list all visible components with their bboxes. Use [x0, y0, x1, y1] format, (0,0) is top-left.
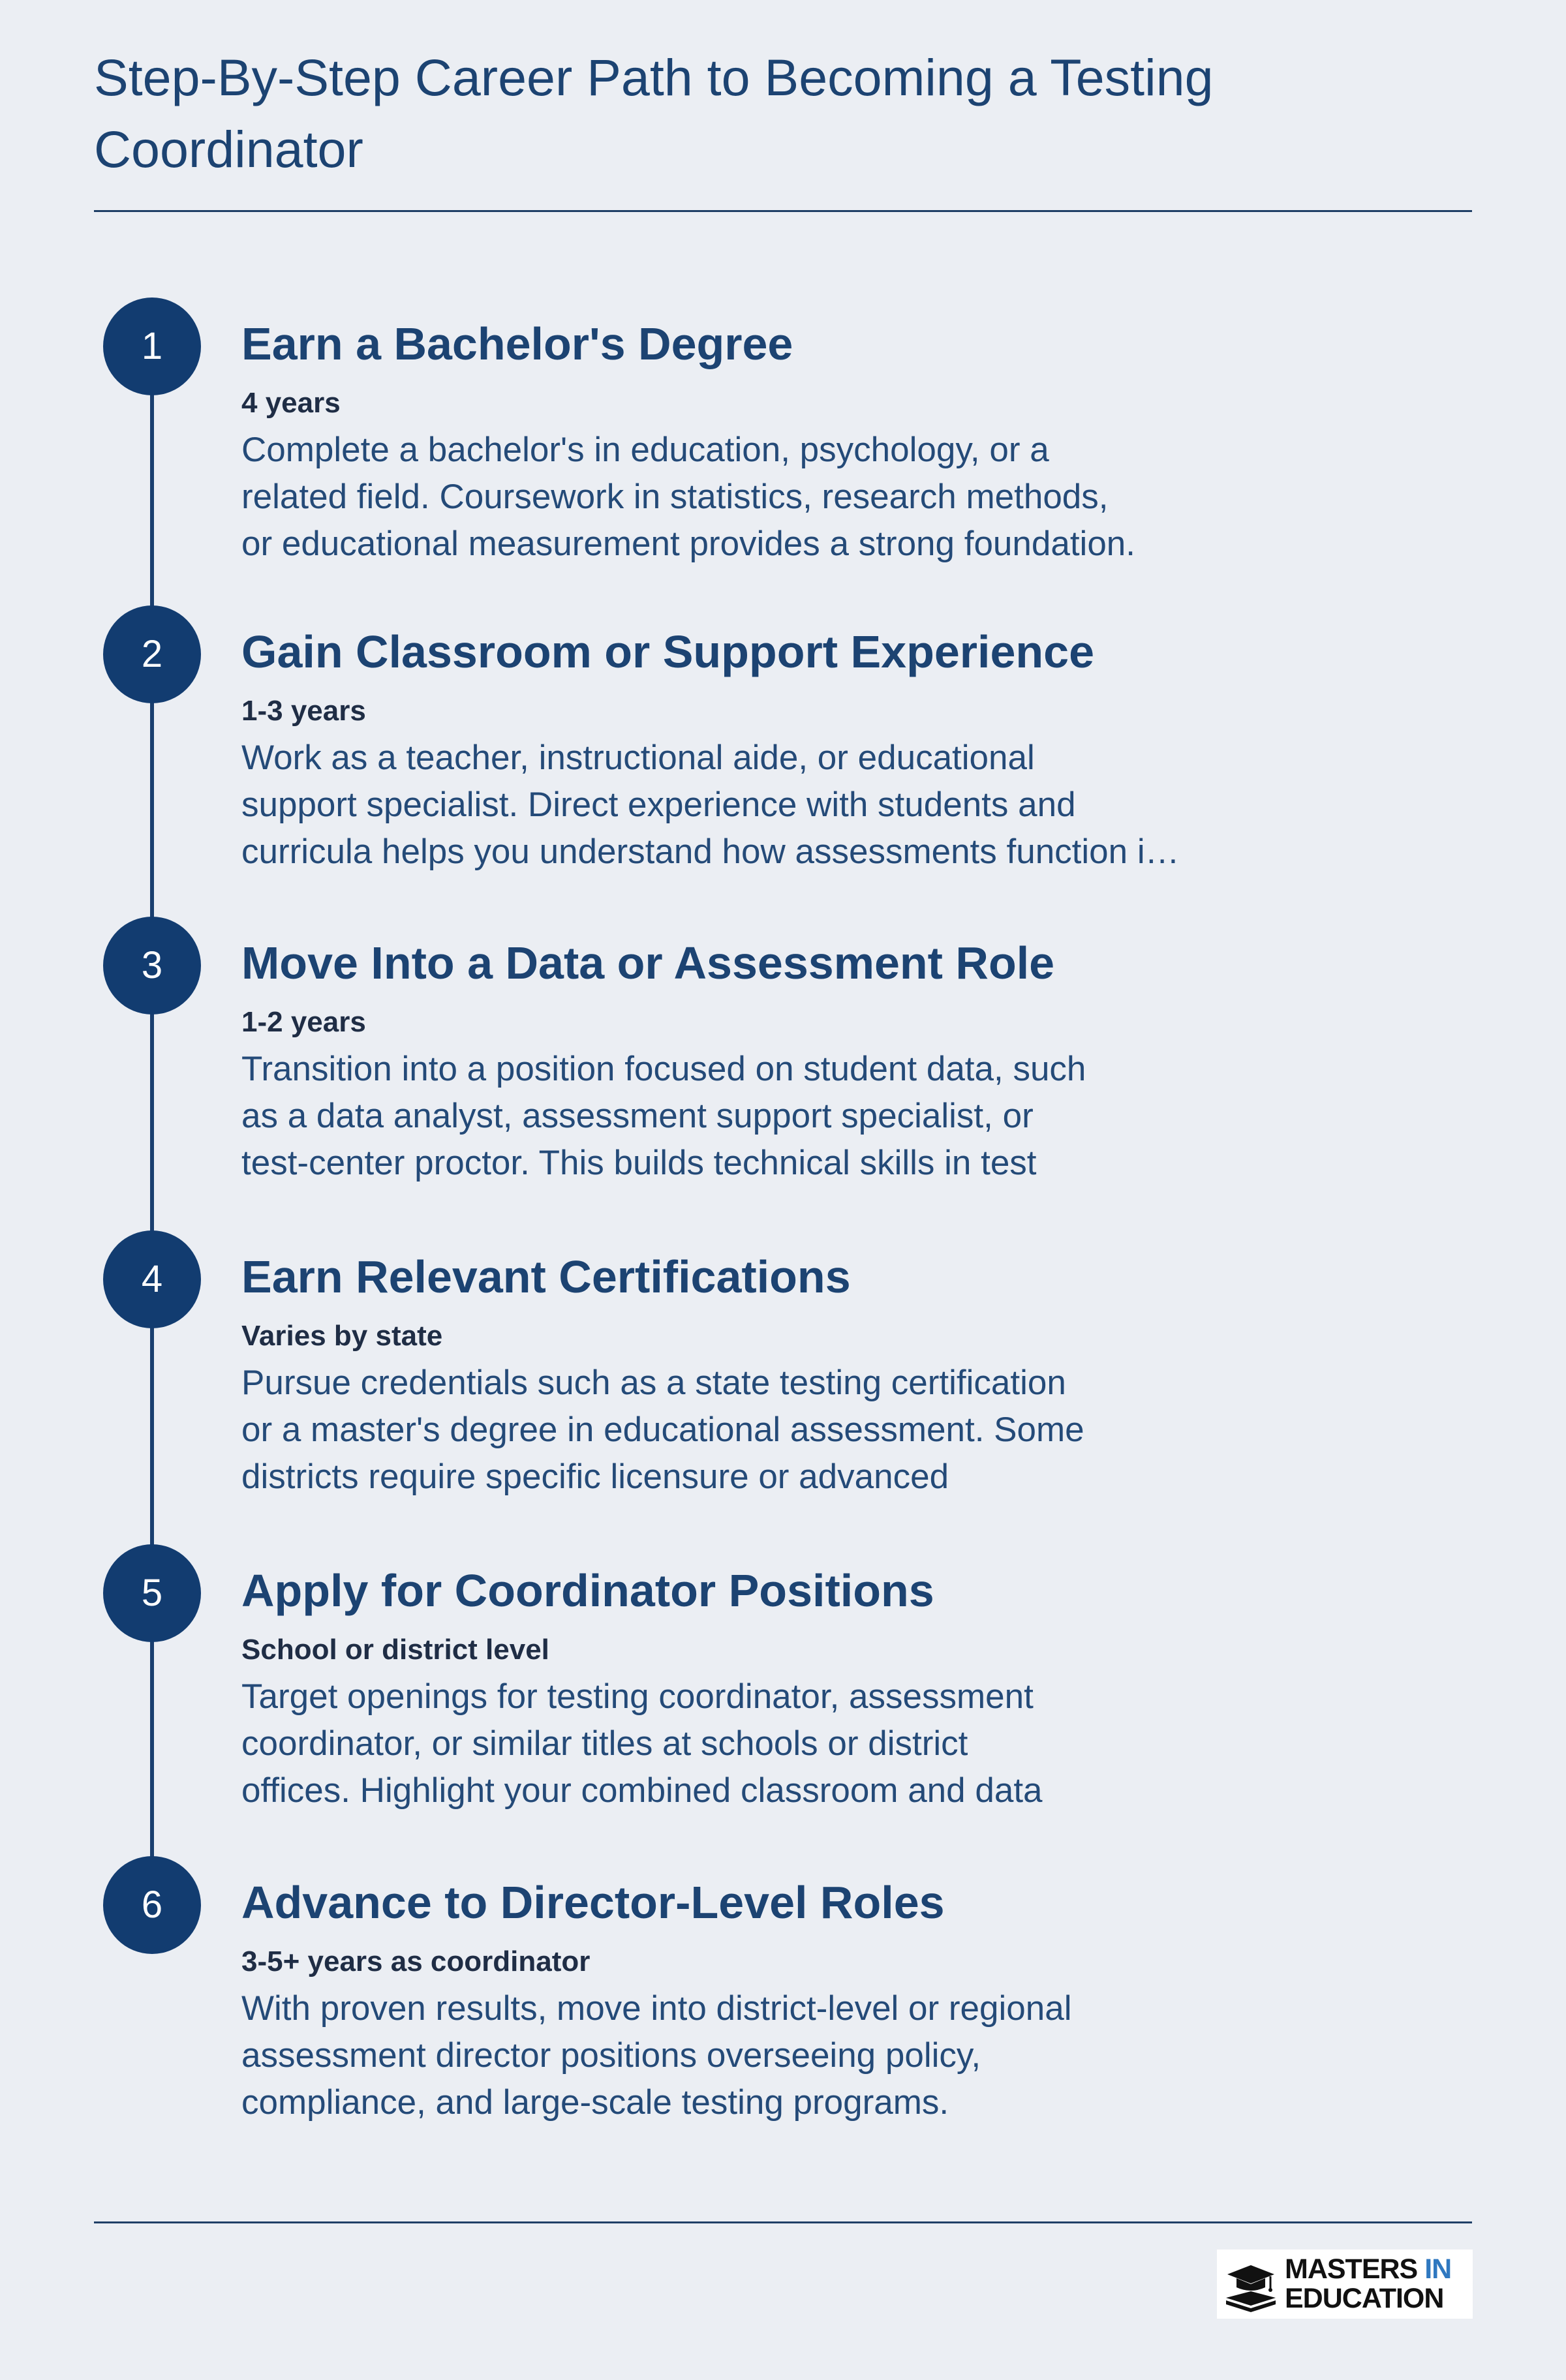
description-line: Pursue credentials such as a state testing certification [241, 1364, 1066, 1402]
description-line: or a master's degree in educational assessment. Some [241, 1411, 1084, 1449]
step-number-badge: 5 [103, 1544, 201, 1642]
step-number-badge: 3 [103, 917, 201, 1015]
step-title: Advance to Director-Level Roles [241, 1877, 945, 1928]
step-description [241, 1673, 1259, 1814]
step-title: Earn Relevant Certifications [241, 1251, 851, 1302]
timeline-connector-line [150, 346, 154, 1912]
step-title: Apply for Coordinator Positions [241, 1565, 934, 1616]
step-duration: 4 years [241, 387, 341, 419]
masters-in-education-logo [1217, 2250, 1473, 2319]
description-line: Transition into a position focused on student data, such [241, 1050, 1086, 1088]
page-title: Step-By-Step Career Path to Becoming a Testing Coordinator [94, 48, 1214, 178]
logo-text-in: IN [1424, 2253, 1452, 2285]
top-divider [94, 210, 1472, 212]
description-line: coordinator, or similar titles at schools or district [241, 1724, 968, 1763]
logo-text-education: EDUCATION [1285, 2283, 1444, 2314]
step-description [241, 1046, 1259, 1187]
description-line: compliance, and large-scale testing programs. [241, 2083, 949, 2122]
description-line: Complete a bachelor's in education, psychology, or a [241, 431, 1049, 469]
description-line: With proven results, move into district-level or regional [241, 1989, 1072, 2028]
description-line: or educational measurement provides a strong foundation. [241, 525, 1136, 563]
logo-wordmark [1285, 2255, 1451, 2313]
description-line: offices. Highlight your combined classroom and data [241, 1771, 1043, 1810]
description-line: as a data analyst, assessment support specialist, or [241, 1097, 1034, 1135]
step-title: Gain Classroom or Support Experience [241, 626, 1094, 677]
step-duration: 1-2 years [241, 1006, 366, 1038]
logo-text-masters: MASTERS [1285, 2253, 1425, 2285]
description-line: test-center proctor. This builds technical skills in test [241, 1144, 1037, 1182]
graduation-cap-on-books-icon [1222, 2260, 1280, 2312]
step-title: Move Into a Data or Assessment Role [241, 938, 1055, 988]
step-number-badge: 1 [103, 298, 201, 395]
step-number-badge: 2 [103, 605, 201, 703]
description-line: curricula helps you understand how assessments function i… [241, 832, 1180, 871]
step-description [241, 1985, 1259, 2126]
description-line: Target openings for testing coordinator, assessment [241, 1677, 1034, 1716]
description-line: related field. Coursework in statistics, research methods, [241, 478, 1109, 516]
bottom-divider [94, 2221, 1472, 2223]
step-description [241, 1360, 1259, 1501]
description-line: support specialist. Direct experience with students and [241, 786, 1076, 824]
description-line: districts require specific licensure or advanced [241, 1457, 949, 1496]
step-duration: 1-3 years [241, 695, 366, 727]
description-line: Work as a teacher, instructional aide, or educational [241, 739, 1035, 777]
step-duration: Varies by state [241, 1320, 443, 1352]
step-number-badge: 4 [103, 1230, 201, 1328]
step-description [241, 735, 1259, 876]
step-duration: 3-5+ years as coordinator [241, 1945, 591, 1977]
step-number-badge: 6 [103, 1856, 201, 1954]
step-duration: School or district level [241, 1634, 549, 1666]
step-description [241, 427, 1259, 568]
step-title: Earn a Bachelor's Degree [241, 318, 793, 369]
description-line: assessment director positions overseeing policy, [241, 2036, 981, 2075]
